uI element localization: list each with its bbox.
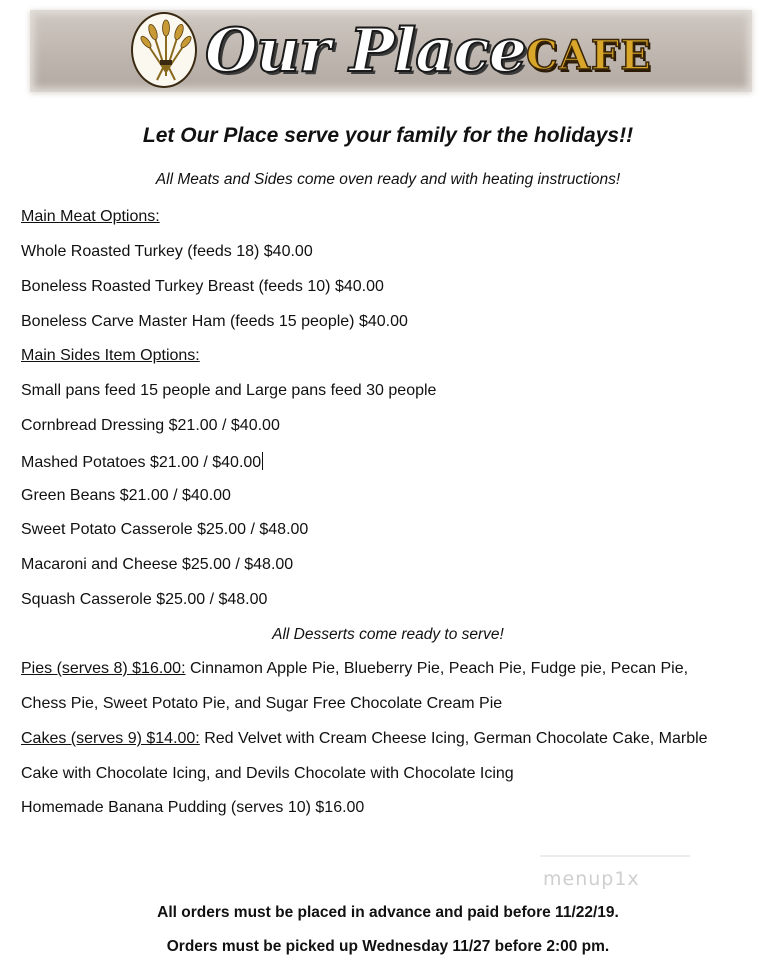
pies-list-continued: Chess Pie, Sweet Potato Pie, and Sugar Free Chocolate Cream Pie: [21, 695, 503, 712]
side-item: Sweet Potato Casserole $25.00 / $48.00: [21, 521, 309, 538]
meats-heading: Main Meat Options:: [21, 208, 160, 225]
side-item: Green Beans $21.00 / $40.00: [21, 487, 231, 504]
meat-item: Boneless Roasted Turkey Breast (feeds 10) $40.00: [21, 278, 384, 295]
watermark-rule: [540, 855, 690, 857]
meat-item: Boneless Carve Master Ham (feeds 15 people) $40.00: [21, 313, 408, 330]
cakes-label: Cakes (serves 9) $14.00:: [21, 730, 200, 747]
pies-label: Pies (serves 8) $16.00:: [21, 660, 186, 677]
cakes-line: [21, 730, 708, 748]
brand-name-script: Our Place: [205, 16, 526, 86]
pudding-item: Homemade Banana Pudding (serves 10) $16.00: [21, 799, 365, 816]
cakes-list: Red Velvet with Cream Cheese Icing, German Chocolate Cake, Marble: [199, 730, 708, 747]
sides-heading: Main Sides Item Options:: [21, 347, 200, 364]
sides-note: Small pans feed 15 people and Large pans feed 30 people: [21, 382, 437, 399]
wheat-sheaf-icon: [131, 12, 197, 88]
side-item: Squash Casserole $25.00 / $48.00: [21, 591, 268, 608]
side-item: Mashed Potatoes $21.00 / $40.00: [21, 454, 262, 471]
headline: Let Our Place serve your family for the holidays!!: [142, 124, 634, 147]
watermark: menup1x: [543, 868, 640, 890]
side-item: Cornbread Dressing $21.00 / $40.00: [21, 417, 280, 434]
pies-list: Cinnamon Apple Pie, Blueberry Pie, Peach Pie, Fudge pie, Pecan Pie,: [185, 660, 689, 677]
side-item: Macaroni and Cheese $25.00 / $48.00: [21, 556, 294, 573]
meat-item: Whole Roasted Turkey (feeds 18) $40.00: [21, 243, 313, 260]
footer-pickup-deadline: Orders must be picked up Wednesday 11/27 before 2:00 pm.: [166, 938, 610, 955]
brand-name-cafe: CAFE: [526, 32, 652, 79]
pies-line: [21, 660, 688, 678]
footer-order-deadline: All orders must be placed in advance and paid before 11/22/19.: [157, 904, 619, 921]
cakes-list-continued: Cake with Chocolate Icing, and Devils Chocolate with Chocolate Icing: [21, 765, 514, 782]
side-item-row: [21, 452, 263, 472]
text-cursor: [262, 452, 263, 470]
subline: All Meats and Sides come oven ready and with heating instructions!: [155, 171, 621, 188]
desserts-note: All Desserts come ready to serve!: [272, 626, 504, 643]
